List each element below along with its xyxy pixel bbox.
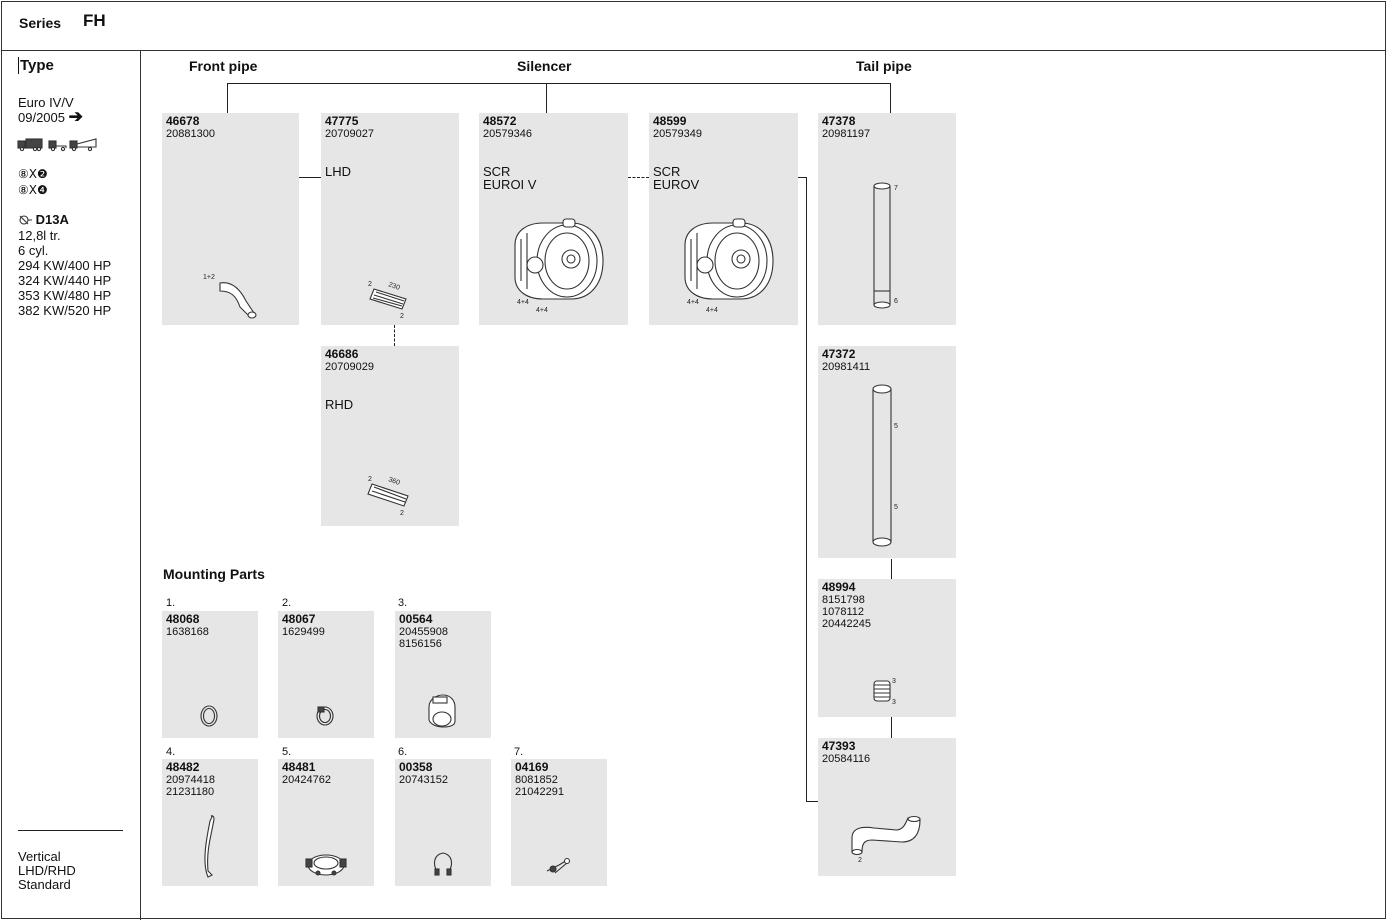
mount-card-48068[interactable] (162, 611, 258, 738)
variant-note-2: EUROI V (483, 177, 537, 192)
connector-front-lhd (299, 177, 321, 178)
heading-mounting-parts: Mounting Parts (163, 566, 265, 582)
flex-pipe-drawing (366, 273, 416, 319)
band-clamp-drawing (425, 693, 459, 729)
oem-number-1: 8151798 (822, 594, 865, 606)
type-title: Type (20, 57, 54, 74)
part-card-46678[interactable] (162, 113, 299, 325)
oem-number: 20709027 (325, 128, 374, 140)
footer-drive: LHD/RHD (18, 863, 76, 878)
connector-tail-clamp (891, 559, 892, 579)
oem-number: 20881300 (166, 128, 215, 140)
qty-label-b: 2 (400, 313, 404, 320)
clamp-drawing (872, 675, 906, 707)
power-3: 353 KW/480 HP (18, 288, 112, 303)
variant-note-2: EUROV (653, 177, 700, 192)
flex-pipe-drawing (366, 470, 416, 516)
part-number: 04169 (515, 760, 549, 774)
part-number: 47378 (822, 114, 856, 128)
footer-orientation: Vertical (18, 849, 61, 864)
elbow-pipe-drawing (848, 814, 928, 864)
part-number: 00564 (399, 612, 433, 626)
part-card-48599[interactable] (649, 113, 798, 325)
part-card-48994[interactable] (818, 579, 956, 717)
variant-note-1: SCR (483, 164, 511, 179)
arrow-right-icon: ➔ (68, 107, 83, 126)
oem-number: 20709029 (325, 361, 374, 373)
mount-index-5: 5. (282, 746, 292, 758)
dimension-label: 230 (387, 281, 401, 292)
mount-card-48482[interactable] (162, 759, 258, 886)
mount-card-00358[interactable] (395, 759, 491, 886)
oem-number-3: 20442245 (822, 618, 871, 630)
heading-front-pipe: Front pipe (189, 58, 258, 74)
part-card-47393[interactable] (818, 738, 956, 876)
oem-number-2: 21231180 (166, 786, 215, 798)
u-bolt-drawing (431, 849, 455, 879)
part-number: 47775 (325, 114, 359, 128)
vehicle-type-icons (18, 138, 98, 152)
qty-label-a: 7 (894, 185, 898, 192)
oem-number-1: 8081852 (515, 774, 558, 786)
oem-number-1: 20455908 (399, 626, 448, 638)
hanger-drawing (545, 855, 575, 877)
sidebar-footer-rule (18, 830, 123, 831)
oem-number: 1629499 (282, 626, 325, 638)
axle-config-1: ⑧Ⅹ❷ (18, 167, 48, 181)
strap-drawing (192, 813, 222, 879)
oem-number: 20981411 (822, 361, 871, 373)
qty-label-a: 5 (894, 423, 898, 430)
mount-index-7: 7. (514, 746, 524, 758)
heading-tail-pipe: Tail pipe (856, 58, 912, 74)
power-2: 324 KW/440 HP (18, 273, 112, 288)
mount-index-2: 2. (282, 597, 292, 609)
tail-pipe-drawing (872, 382, 902, 552)
engine-icon (18, 214, 32, 226)
qty-label-a: 4+4 (517, 299, 529, 306)
mount-index-6: 6. (398, 746, 408, 758)
header-divider (1, 50, 1386, 51)
oem-number-2: 1078112 (822, 606, 865, 618)
qty-label-b: 2 (400, 510, 404, 517)
qty-label-b: 4+4 (536, 307, 548, 314)
sidebar-divider (140, 50, 141, 920)
qty-label-a: 2 (368, 281, 372, 288)
hose-clamp-drawing (314, 703, 338, 729)
connector-silencer-out (797, 177, 806, 178)
part-number: 46686 (325, 347, 359, 361)
mount-card-00564[interactable] (395, 611, 491, 738)
part-number: 48482 (166, 760, 200, 774)
variant-note: RHD (325, 397, 354, 412)
cylinders: 6 cyl. (18, 243, 49, 258)
silencer-drawing (677, 219, 777, 315)
series-value: FH (83, 11, 106, 30)
connector-top (227, 83, 891, 84)
displacement: 12,8l tr. (18, 228, 61, 243)
part-number: 47372 (822, 347, 856, 361)
oem-number-2: 21042291 (515, 786, 564, 798)
mount-card-48067[interactable] (278, 611, 374, 738)
part-card-48572[interactable] (479, 113, 628, 325)
qty-label: 1+2 (203, 274, 215, 281)
part-number: 48572 (483, 114, 517, 128)
qty-label: 2 (858, 857, 862, 864)
qty-label-b: 5 (894, 504, 898, 511)
heading-silencer: Silencer (517, 58, 572, 74)
engine-text: D13A (35, 212, 69, 227)
part-number: 48068 (166, 612, 200, 626)
qty-label-a: 3 (892, 678, 896, 685)
mount-index-3: 3. (398, 597, 408, 609)
part-number: 48067 (282, 612, 316, 626)
mount-card-04169[interactable] (511, 759, 607, 886)
qty-label-b: 3 (892, 699, 896, 706)
part-number: 47393 (822, 739, 856, 753)
part-number: 48599 (653, 114, 687, 128)
oem-number: 20424762 (282, 774, 331, 786)
part-number: 48481 (282, 760, 316, 774)
power-1: 294 KW/400 HP (18, 258, 112, 273)
connector-silencer (546, 83, 547, 113)
oem-number-2: 8156156 (399, 638, 442, 650)
footer-variant: Standard (18, 877, 71, 892)
variant-note: LHD (325, 164, 352, 179)
oem-number: 1638168 (166, 626, 209, 638)
part-card-47378[interactable] (818, 113, 956, 325)
production-date (18, 109, 83, 125)
oem-number: 20579346 (483, 128, 532, 140)
connector-clamp-elbow (891, 717, 892, 738)
date-text: 09/2005 (18, 110, 65, 125)
silencer-drawing (507, 219, 607, 315)
engine-code (18, 212, 69, 227)
qty-label-b: 4+4 (706, 307, 718, 314)
part-number: 00358 (399, 760, 433, 774)
qty-label-b: 6 (894, 298, 898, 305)
oem-number: 20579349 (653, 128, 702, 140)
part-number: 46678 (166, 114, 200, 128)
part-card-47775[interactable] (321, 113, 459, 325)
oem-number: 20584116 (822, 753, 871, 765)
connector-silencer-alt (628, 177, 649, 178)
connector-vertical (806, 177, 807, 801)
oem-number: 20981197 (822, 128, 871, 140)
connector-tail (890, 83, 891, 113)
series-label: Series (19, 15, 62, 31)
mount-index-1: 1. (166, 597, 176, 609)
ring-clamp-drawing (198, 703, 222, 729)
power-4: 382 KW/520 HP (18, 303, 112, 318)
part-card-46686[interactable] (321, 346, 459, 526)
connector-elbow (806, 801, 818, 802)
part-card-47372[interactable] (818, 346, 956, 558)
bracket-clamp-drawing (304, 851, 348, 879)
qty-label-a: 4+4 (687, 299, 699, 306)
axle-config-2: ⑧Ⅹ❹ (18, 183, 48, 197)
connector-front (227, 83, 228, 113)
oem-number: 20743152 (399, 774, 448, 786)
mount-card-48481[interactable] (278, 759, 374, 886)
connector-lhd-rhd (394, 325, 395, 346)
emission-norm: Euro IV/V (18, 95, 74, 110)
variant-note-1: SCR (653, 164, 681, 179)
dimension-label: 360 (387, 476, 401, 487)
front-pipe-drawing (202, 271, 262, 321)
qty-label-a: 2 (368, 476, 372, 483)
part-number: 48994 (822, 580, 856, 594)
mount-index-4: 4. (166, 746, 176, 758)
tail-pipe-drawing (872, 181, 902, 313)
oem-number-1: 20974418 (166, 774, 215, 786)
